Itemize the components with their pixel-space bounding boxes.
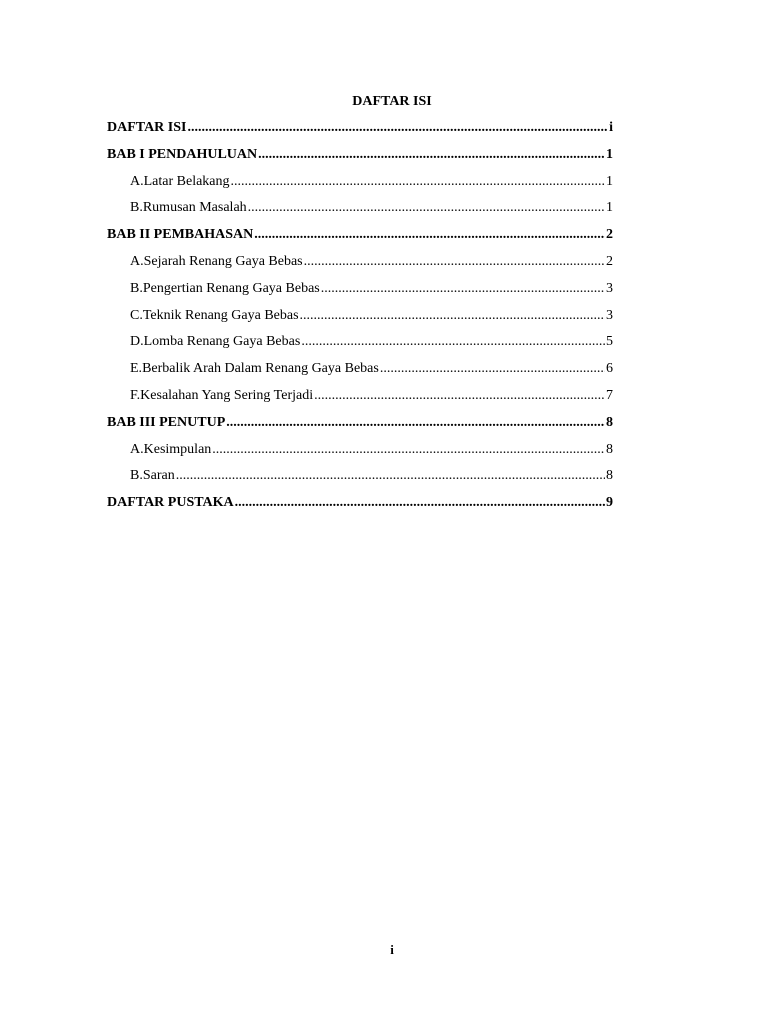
toc-entry-label: BAB II PEMBAHASAN [107, 227, 254, 243]
toc-leader-dots [187, 118, 608, 138]
toc-entry-page: 8 [606, 414, 613, 430]
toc-entry-label: Latar Belakang [143, 173, 230, 189]
toc-leader-dots [254, 225, 605, 245]
toc-entry-label: DAFTAR PUSTAKA [107, 495, 234, 511]
toc-leader-dots [304, 252, 605, 272]
toc-entry-page: 1 [606, 173, 613, 189]
toc-entry-teknik[interactable] [107, 306, 613, 333]
toc-leader-dots [300, 306, 605, 326]
toc-entry-page: 8 [606, 468, 613, 484]
toc-entry-latar-belakang[interactable] [107, 172, 613, 199]
toc-entry-label: BAB I PENDAHULUAN [107, 146, 258, 162]
toc-leader-dots [314, 386, 605, 406]
toc-entry-rumusan-masalah[interactable] [107, 198, 613, 225]
toc-leader-dots [226, 413, 605, 433]
toc-entry-pengertian[interactable] [107, 279, 613, 306]
toc-leader-dots [321, 279, 605, 299]
toc-leader-dots [176, 466, 605, 486]
toc-entry-letter: B. [130, 280, 143, 296]
toc-entry-letter: A. [130, 441, 144, 457]
toc-entry-label: Saran [142, 468, 175, 484]
toc-entry-page: 2 [606, 227, 613, 243]
toc-entry-letter: A. [130, 173, 144, 189]
toc-entry-label: Kesimpulan [143, 441, 212, 457]
toc-entry-kesalahan[interactable] [107, 386, 613, 413]
page-title: DAFTAR ISI [352, 94, 432, 109]
toc-leader-dots [231, 172, 605, 192]
toc-entry-page: 2 [606, 253, 613, 269]
toc-leader-dots [258, 145, 605, 165]
table-of-contents [107, 118, 613, 520]
toc-entry-label: DAFTAR ISI [107, 120, 187, 135]
toc-leader-dots [248, 198, 605, 218]
toc-entry-kesimpulan[interactable] [107, 440, 613, 467]
toc-entry-letter: B. [130, 200, 143, 216]
toc-leader-dots [212, 440, 605, 460]
toc-entry-label: Lomba Renang Gaya Bebas [143, 334, 301, 350]
toc-entry-page: i [609, 120, 613, 135]
toc-entry-label: BAB III PENUTUP [107, 414, 226, 430]
toc-entry-letter: C. [130, 307, 143, 323]
toc-entry-page: 3 [606, 280, 613, 296]
toc-entry-label: Pengertian Renang Gaya Bebas [142, 280, 320, 296]
toc-entry-label: Rumusan Masalah [142, 200, 247, 216]
toc-entry-page: 8 [606, 441, 613, 457]
toc-entry-bab-3[interactable] [107, 413, 613, 440]
toc-entry-lomba[interactable] [107, 332, 613, 359]
toc-entry-label: Kesalahan Yang Sering Terjadi [140, 387, 314, 403]
toc-leader-dots [235, 493, 605, 513]
toc-entry-bab-1[interactable] [107, 145, 613, 172]
toc-entry-bab-2[interactable] [107, 225, 613, 252]
toc-entry-daftar-isi[interactable] [107, 118, 613, 145]
toc-entry-letter: B. [130, 468, 143, 484]
toc-entry-sejarah[interactable] [107, 252, 613, 279]
toc-entry-berbalik-arah[interactable] [107, 359, 613, 386]
toc-entry-page: 5 [606, 334, 613, 350]
toc-entry-page: 9 [606, 495, 613, 511]
toc-entry-page: 7 [606, 387, 613, 403]
toc-leader-dots [301, 332, 605, 352]
toc-entry-page: 1 [606, 200, 613, 216]
toc-entry-label: Berbalik Arah Dalam Renang Gaya Bebas [142, 361, 379, 377]
toc-entry-letter: D. [130, 334, 144, 350]
toc-entry-page: 6 [606, 361, 613, 377]
page-number: i [390, 942, 394, 957]
toc-entry-letter: F. [130, 387, 141, 403]
toc-entry-saran[interactable] [107, 466, 613, 493]
toc-leader-dots [380, 359, 605, 379]
toc-entry-page: 1 [606, 146, 613, 162]
toc-entry-label: Sejarah Renang Gaya Bebas [143, 253, 303, 269]
toc-entry-daftar-pustaka[interactable] [107, 493, 613, 520]
toc-entry-letter: E. [130, 361, 143, 377]
toc-entry-letter: A. [130, 253, 144, 269]
toc-entry-page: 3 [606, 307, 613, 323]
toc-entry-label: Teknik Renang Gaya Bebas [142, 307, 299, 323]
